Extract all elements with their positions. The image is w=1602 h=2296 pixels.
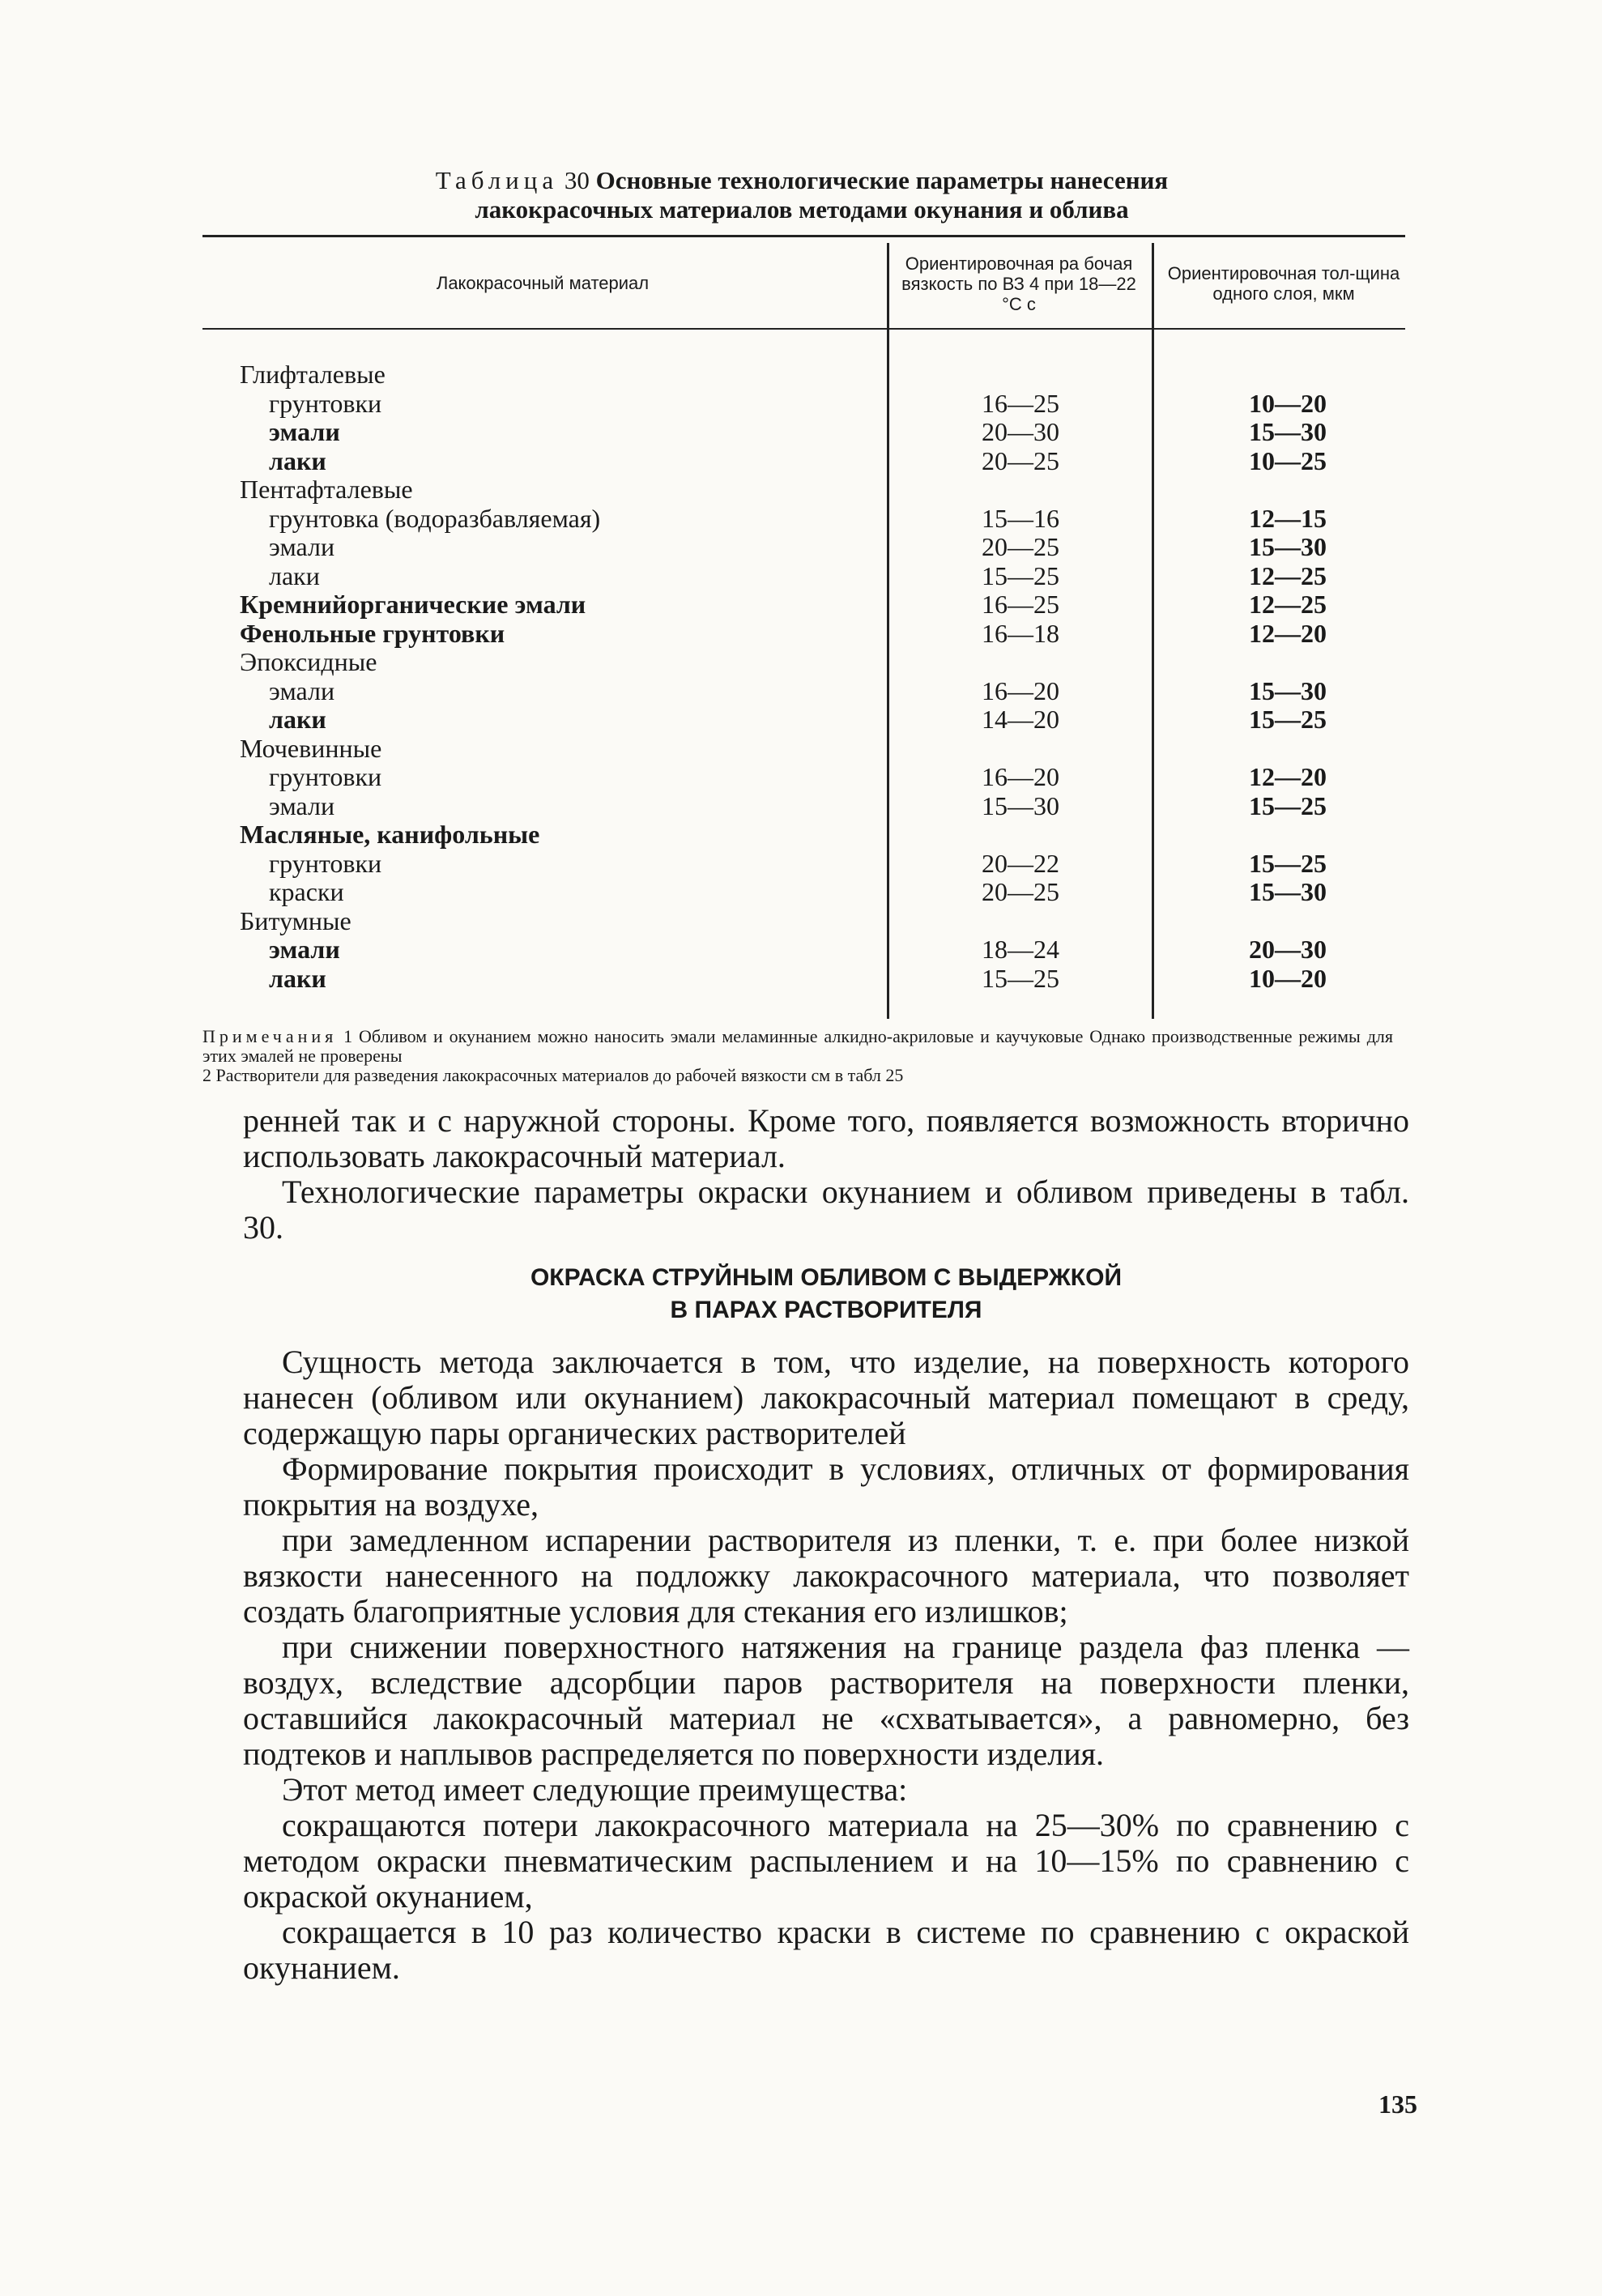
table-row: лаки <box>269 560 320 590</box>
body-text-top <box>243 1103 1409 1246</box>
table-number: 30 <box>564 166 590 194</box>
viscosity-cell: 18—24 <box>982 935 1059 964</box>
thickness-cell <box>1166 360 1409 390</box>
thickness-cell <box>1166 820 1409 850</box>
table-row: Глифталевые <box>240 360 386 389</box>
table-row: Фенольные грунтовки <box>240 618 505 648</box>
table-row: эмали <box>269 417 340 446</box>
section-heading-line2: В ПАРАХ РАСТВОРИТЕЛЯ <box>670 1297 982 1323</box>
thickness-cell <box>1166 648 1409 677</box>
notes-label: Примечания <box>202 1026 338 1046</box>
paragraph-continuation: ренней так и с наружной стороны. Кроме того, появляется возможность вторично использовать лакокрасочный материал. <box>243 1102 1409 1174</box>
table-row: грунтовки <box>269 848 382 878</box>
thickness-cell: 15—25 <box>1249 705 1327 734</box>
viscosity-cell: 16—20 <box>982 675 1059 705</box>
viscosity-cell: 15—16 <box>982 503 1059 533</box>
viscosity-column <box>899 360 1142 993</box>
table-row: эмали <box>269 935 340 964</box>
table-top-rule <box>202 235 1405 237</box>
note-1: 1 Обливом и окунанием можно наносить эмали меламинные алкидно-акриловые и каучуковые Однако производственные режимы для этих эмалей не проверены <box>202 1026 1393 1066</box>
thickness-cell: 20—30 <box>1249 935 1327 964</box>
thickness-cell: 15—25 <box>1249 848 1327 878</box>
table-label: Таблица <box>435 166 559 194</box>
page-number: 135 <box>1378 2089 1417 2119</box>
thickness-cell: 15—25 <box>1249 790 1327 820</box>
table-row: грунтовки <box>269 388 382 418</box>
section-heading <box>243 1262 1409 1327</box>
paragraph-params: Технологические параметры окраски окунанием и обливом приведены в табл. 30. <box>243 1174 1409 1246</box>
table-title-line2: лакокрасочных материалов методами окунания и облива <box>475 195 1129 224</box>
viscosity-cell: 15—25 <box>982 560 1059 590</box>
section-heading-line1: ОКРАСКА СТРУЙНЫМ ОБЛИВОМ С ВЫДЕРЖКОЙ <box>530 1264 1123 1291</box>
viscosity-cell: 15—30 <box>982 790 1059 820</box>
table-row: Пентафталевые <box>240 475 413 504</box>
table-title-line1: Основные технологические параметры нанесения <box>595 166 1169 194</box>
viscosity-cell: 16—25 <box>982 590 1059 619</box>
viscosity-cell <box>899 360 1142 390</box>
table-row: грунтовки <box>269 762 382 791</box>
table-row: Мочевинные <box>240 733 382 763</box>
table-row: эмали <box>269 675 335 705</box>
table-row: Кремнийорганические эмали <box>240 590 586 619</box>
thickness-cell: 15—30 <box>1249 877 1327 906</box>
header-thickness: Ориентировочная тол-щина одного слоя, мкм <box>1167 263 1400 304</box>
table-row: эмали <box>269 532 335 561</box>
header-material: Лакокрасочный материал <box>436 273 650 293</box>
viscosity-cell: 20—25 <box>982 532 1059 561</box>
paragraph-advantages: Этот метод имеет следующие преимущества: <box>282 1771 908 1808</box>
table-row: лаки <box>269 705 326 734</box>
viscosity-cell: 15—25 <box>982 963 1059 993</box>
thickness-cell <box>1166 475 1409 505</box>
paragraph-formation: Формирование покрытия происходит в условиях, отличных от формирования покрытия на воздухе, <box>243 1450 1409 1523</box>
note-2: 2 Растворители для разведения лакокрасочных материалов до рабочей вязкости см в табл 25 <box>202 1065 904 1085</box>
table-row: лаки <box>269 963 326 993</box>
paragraph-evaporation: при замедленном испарении растворителя из пленки, т. е. при более низкой вязкости нанесенного на подложку лакокрасочного материала, что позволяет создать благоприятные условия для стекания его излишков; <box>243 1522 1409 1629</box>
body-text-main <box>243 1344 1409 1986</box>
material-names-column <box>240 360 600 993</box>
viscosity-cell: 20—25 <box>982 445 1059 475</box>
column-divider-1 <box>887 243 889 1019</box>
viscosity-cell: 20—25 <box>982 877 1059 906</box>
viscosity-cell: 16—20 <box>982 762 1059 791</box>
paragraph-paint-reduction: сокращается в 10 раз количество краски в системе по сравнению с окраской окунанием. <box>243 1914 1409 1986</box>
thickness-cell <box>1166 907 1409 936</box>
table-row: Эпоксидные <box>240 647 377 676</box>
viscosity-cell: 20—22 <box>982 848 1059 878</box>
thickness-cell: 15—30 <box>1249 417 1327 446</box>
table-notes <box>202 1027 1393 1085</box>
table-caption <box>202 166 1401 224</box>
thickness-cell: 15—30 <box>1249 532 1327 561</box>
viscosity-cell: 14—20 <box>982 705 1059 734</box>
table-row: эмали <box>269 790 335 820</box>
viscosity-cell <box>899 648 1142 677</box>
paragraph-essence: Сущность метода заключается в том, что изделие, на поверхность которого нанесен (обливом или окунанием) лакокрасочный материал помещают в среду, содержащую пары органических растворителей <box>243 1344 1409 1451</box>
table-row: Битумные <box>240 905 352 935</box>
thickness-cell: 12—15 <box>1249 503 1327 533</box>
viscosity-cell: 16—25 <box>982 388 1059 418</box>
table-row: Масляные, канифольные <box>240 820 540 849</box>
table-row: грунтовка (водоразбавляемая) <box>269 503 601 533</box>
thickness-column <box>1166 360 1409 993</box>
thickness-cell: 10—20 <box>1249 963 1327 993</box>
viscosity-cell <box>899 735 1142 764</box>
viscosity-cell <box>899 475 1142 505</box>
thickness-cell: 10—25 <box>1249 445 1327 475</box>
thickness-cell: 12—20 <box>1249 762 1327 791</box>
table-row: лаки <box>269 445 326 475</box>
column-divider-2 <box>1152 243 1154 1019</box>
header-viscosity: Ориентировочная ра бочая вязкость по ВЗ 4 при 18—22 °С с <box>901 253 1136 314</box>
table-row: краски <box>269 877 344 906</box>
viscosity-cell: 20—30 <box>982 417 1059 446</box>
thickness-cell: 10—20 <box>1249 388 1327 418</box>
thickness-cell: 15—30 <box>1249 675 1327 705</box>
thickness-cell: 12—20 <box>1249 618 1327 648</box>
paragraph-tension: при снижении поверхностного натяжения на границе раздела фаз пленка — воздух, вследствие адсорбции паров растворителя на поверхности пленки, оставшийся лакокрасочный материал не «схватывается», а равномерно, без подтеков и наплывов распределяется по поверхности изделия. <box>243 1629 1409 1772</box>
thickness-cell <box>1166 735 1409 764</box>
viscosity-cell: 16—18 <box>982 618 1059 648</box>
thickness-cell: 12—25 <box>1249 560 1327 590</box>
viscosity-cell <box>899 907 1142 936</box>
viscosity-cell <box>899 820 1142 850</box>
table-header-rule <box>202 328 1405 330</box>
thickness-cell: 12—25 <box>1249 590 1327 619</box>
paragraph-losses: сокращаются потери лакокрасочного материала на 25—30% по сравнению с методом окраски пневматическим распылением и на 10—15% по сравнению с окраской окунанием, <box>243 1807 1409 1915</box>
